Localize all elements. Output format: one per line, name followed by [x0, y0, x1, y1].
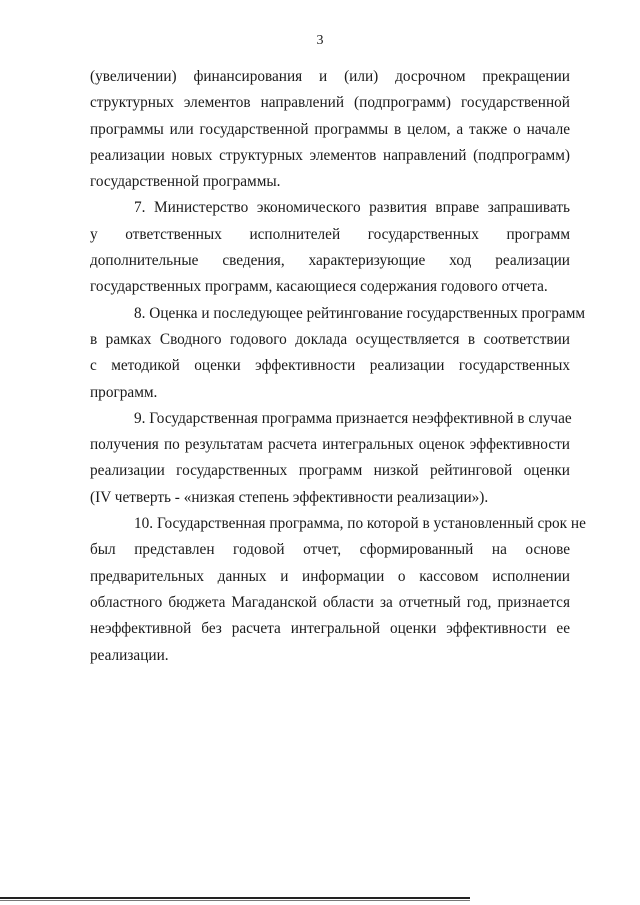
- paragraph: [90, 195, 570, 300]
- text-line: дополнительные сведения, характеризующие ход реализации: [90, 252, 570, 270]
- paragraph: [90, 406, 570, 511]
- paragraph: [90, 511, 586, 669]
- document-body: [90, 64, 586, 669]
- bottom-rule: [0, 897, 470, 899]
- bottom-rule-shadow: [0, 900, 470, 901]
- text-line: у ответственных исполнителей государственных программ: [90, 225, 570, 243]
- text-line: был представлен годовой отчет, сформированный на основе: [90, 541, 570, 559]
- text-line: структурных элементов направлений (подпрограмм) государственной: [90, 94, 570, 112]
- paragraph: [90, 301, 586, 406]
- text-line: программы или государственной программы в целом, а также о начале: [90, 120, 570, 138]
- text-line: предварительных данных и информации о кассовом исполнении: [90, 567, 570, 585]
- text-line: (увеличении) финансирования и (или) досрочном прекращении: [90, 68, 570, 85]
- text-line: программ.: [90, 383, 158, 401]
- text-line: государственной программы.: [90, 173, 281, 191]
- text-line: 7. Министерство экономического развития вправе запрашивать: [134, 199, 570, 217]
- text-line: 10. Государственная программа, по которой в установленный срок не: [134, 515, 586, 533]
- text-line: государственных программ, касающиеся содержания годового отчета.: [90, 278, 548, 296]
- text-line: реализации государственных программ низкой рейтинговой оценки: [90, 462, 570, 480]
- text-line: реализации.: [90, 646, 169, 664]
- text-line: получения по результатам расчета интегральных оценок эффективности: [90, 436, 570, 454]
- text-line: в рамках Сводного годового доклада осуществляется в соответствии: [90, 330, 570, 348]
- text-line: 9. Государственная программа признается неэффективной в случае: [134, 409, 572, 427]
- paragraph: [90, 64, 570, 195]
- text-line: с методикой оценки эффективности реализации государственных: [90, 357, 570, 375]
- text-line: 8. Оценка и последующее рейтингование государственных программ: [134, 304, 586, 322]
- page-number: 3: [316, 33, 324, 48]
- text-line: реализации новых структурных элементов направлений (подпрограмм): [90, 146, 570, 164]
- text-line: неэффективной без расчета интегральной оценки эффективности ее: [90, 620, 570, 638]
- text-line: (IV четверть - «низкая степень эффективности реализации»).: [90, 488, 489, 506]
- text-line: областного бюджета Магаданской области за отчетный год, признается: [90, 593, 570, 611]
